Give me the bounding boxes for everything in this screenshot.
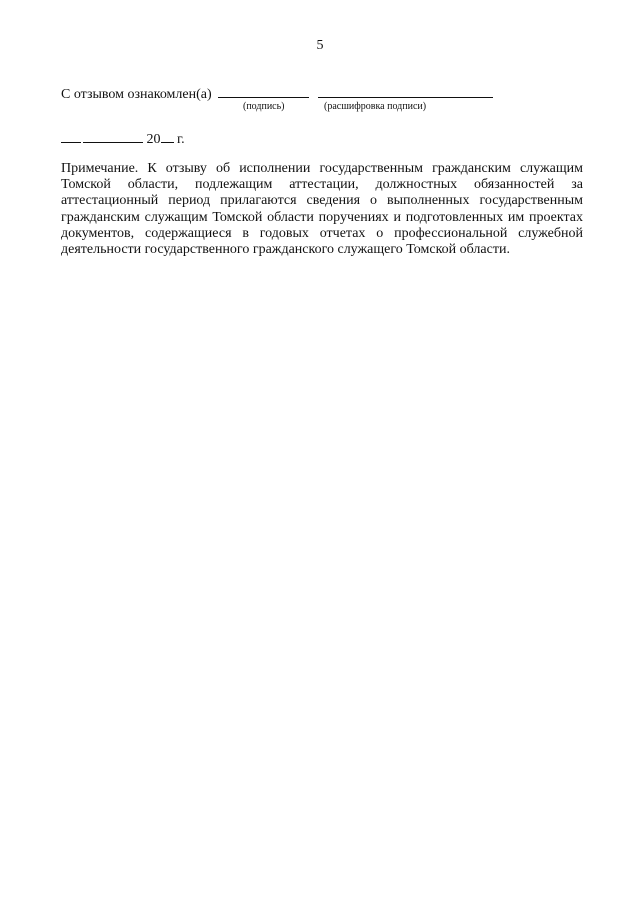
date-line [61,130,185,148]
signature-blank [218,85,309,98]
year-suffix: г. [177,132,185,147]
note-paragraph: Примечание. К отзыву об исполнении государственным гражданским служащим Томской области, подлежащим аттестации, должностных обязанностей за аттестационный период прилагаются сведения о выполненных государственным гражданским служащим Томской области поручениях и подготовленных им проектах документов, содержащиеся в годовых отчетах о профессиональной служебной деятельности государственного гражданского служащего Томской области. [61,161,583,258]
day-blank [61,130,81,143]
month-blank [83,130,143,143]
acknowledgement-label: С отзывом ознакомлен(а) [61,87,212,102]
signature-decoding-blank [318,85,493,98]
year-prefix: 20 [146,132,161,147]
page-number: 5 [316,38,324,53]
year-blank [161,130,174,143]
decoding-caption: (расшифровка подписи) [324,101,427,112]
signature-caption: (подпись) [243,101,285,112]
